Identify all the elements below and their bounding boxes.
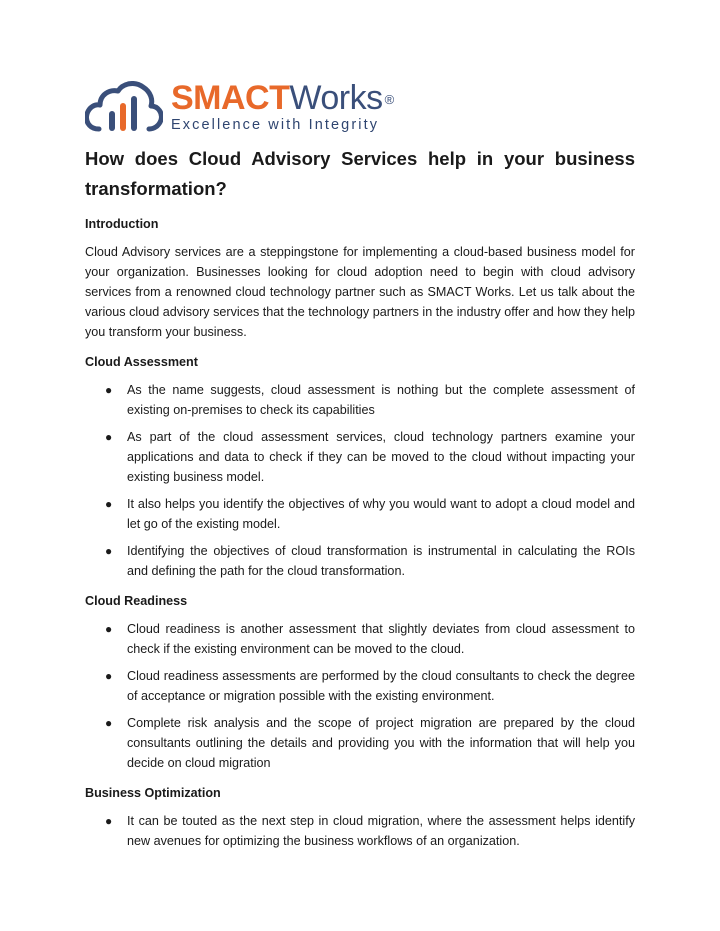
list-item: ● Cloud readiness is another assessment that slightly deviates from cloud assessment to check if the existing environment can be moved to the cloud. (85, 619, 635, 659)
cloud-assessment-list (85, 380, 635, 581)
logo-brand-light: Works (289, 79, 383, 117)
bullet-icon: ● (105, 383, 113, 397)
section-heading-business-optimization: Business Optimization (85, 786, 221, 800)
list-item: ● As the name suggests, cloud assessment is nothing but the complete assessment of existing on-premises to check its capabilities (85, 380, 635, 420)
list-item: ● It also helps you identify the objectives of why you would want to adopt a cloud model and let go of the existing model. (85, 494, 635, 534)
bullet-icon: ● (105, 669, 113, 683)
bullet-icon: ● (105, 544, 113, 558)
list-item: ● Identifying the objectives of cloud transformation is instrumental in calculating the ROIs and defining the path for the cloud transformation. (85, 541, 635, 581)
registered-mark: ® (384, 92, 394, 107)
logo-brand-bold: SMACT (171, 79, 290, 117)
bullet-icon: ● (105, 497, 113, 511)
logo-tagline: Excellence with Integrity (171, 117, 380, 133)
list-item: ● As part of the cloud assessment services, cloud technology partners examine your applications and data to check if they can be moved to the cloud without impacting your existing business model. (85, 427, 635, 487)
bullet-icon: ● (105, 430, 113, 444)
section-heading-introduction: Introduction (85, 217, 159, 231)
bullet-icon: ● (105, 716, 113, 730)
business-optimization-list (85, 811, 635, 851)
cloud-bar-chart-icon (85, 81, 163, 133)
list-item: ● Cloud readiness assessments are performed by the cloud consultants to check the degree of acceptance or migration possible with the existing environment. (85, 666, 635, 706)
cloud-readiness-list (85, 619, 635, 773)
intro-paragraph: Cloud Advisory services are a steppingstone for implementing a cloud-based business model for your organization. Businesses looking for cloud adoption need to begin with cloud advisory services from a renowned cloud technology partner such as SMACT Works. Let us talk about the various cloud advisory services that the technology partners in the industry offer and how they help you transform your business. (85, 245, 636, 339)
bullet-icon: ● (105, 814, 113, 828)
section-heading-cloud-assessment: Cloud Assessment (85, 355, 198, 369)
bullet-icon: ● (105, 622, 113, 636)
document-title: How does Cloud Advisory Services help in your business transformation? (85, 148, 635, 199)
company-logo (85, 78, 635, 136)
list-item: ● It can be touted as the next step in cloud migration, where the assessment helps identify new avenues for optimizing the business workflows of an organization. (85, 811, 635, 851)
list-item: ● Complete risk analysis and the scope of project migration are prepared by the cloud consultants outlining the details and providing you with the information that will help you decide on cloud migration (85, 713, 635, 773)
document-page (85, 78, 635, 858)
section-heading-cloud-readiness: Cloud Readiness (85, 594, 188, 608)
